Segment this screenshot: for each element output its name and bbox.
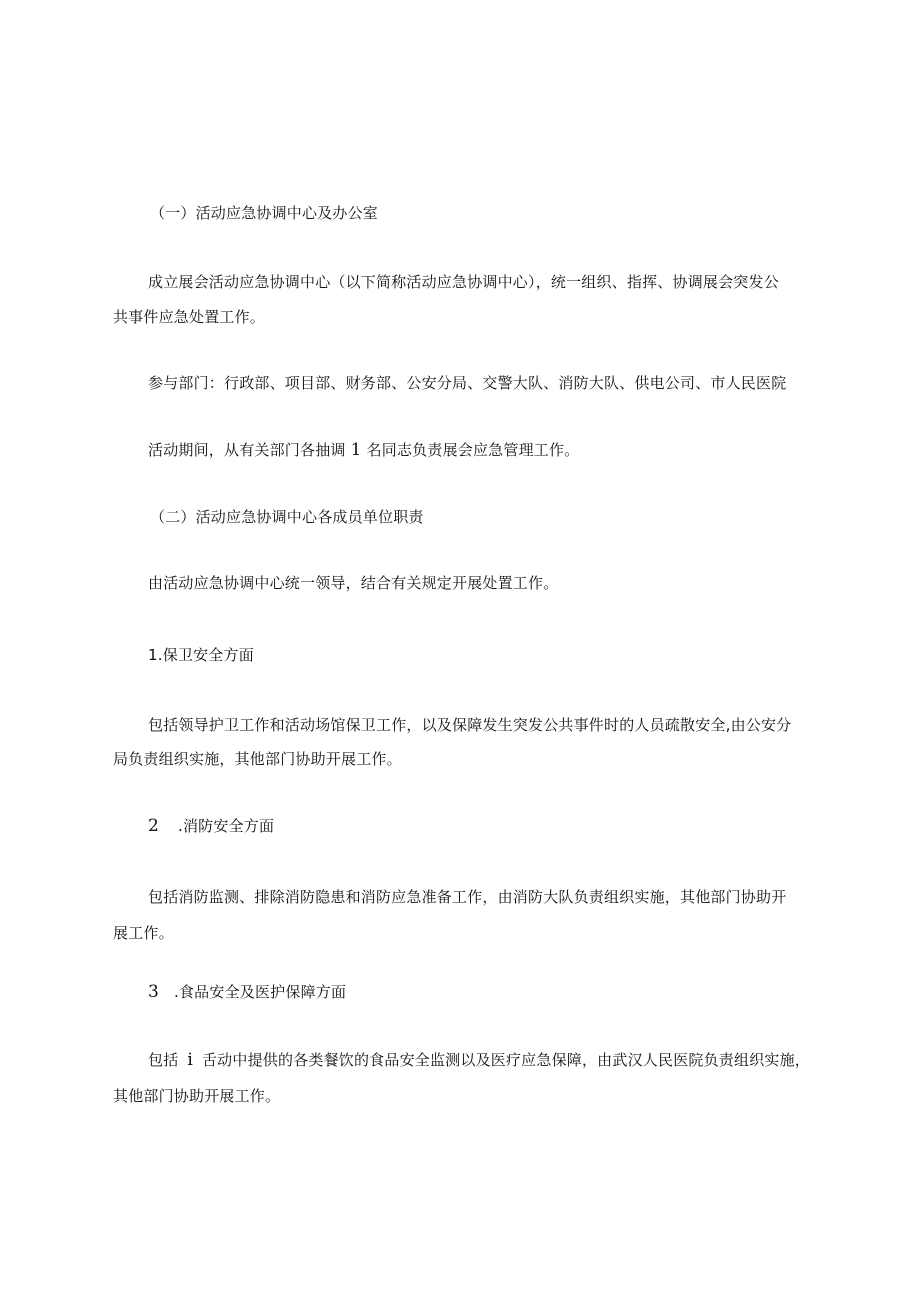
paragraph-5-line-2: 局负责组织实施，其他部门协助开展工作。 [113, 750, 402, 768]
paragraph-1-line-2: 共事件应急处置工作。 [113, 308, 266, 326]
paragraph-1-line-1: 成立展会活动应急协调中心（以下简称活动应急协调中心），统一组织、指挥、协调展会突发公 [148, 273, 779, 291]
subheading-1: 1.保卫安全方面 [148, 646, 254, 664]
paragraph-2: 参与部门：行政部、项目部、财务部、公安分局、交警大队、消防大队、供电公司、市人民医院 [148, 374, 787, 392]
paragraph-6-line-1: 包括消防监测、排除消防隐患和消防应急准备工作，由消防大队负责组织实施，其他部门协助开 [148, 888, 787, 906]
subheading-3-number: 3 [148, 982, 160, 1002]
subheading-2-number: 2 [148, 816, 160, 836]
paragraph-7-line-1-rest: 舌动中提供的各类餐饮的食品安全监测以及医疗应急保障，由武汉人民医院负责组织实施， [201, 1051, 810, 1069]
paragraph-3-prefix: 活动期间，从有关部门各抽调 [148, 441, 346, 459]
subheading-2 [148, 811, 274, 841]
paragraph-3 [148, 435, 579, 465]
paragraph-3-suffix: 名同志负责展会应急管理工作。 [366, 441, 580, 459]
paragraph-7-prefix: 包括 [148, 1051, 179, 1069]
paragraph-7-glyph: i [187, 1050, 194, 1070]
subheading-3 [148, 977, 346, 1007]
paragraph-7-line-1 [148, 1045, 810, 1075]
paragraph-6-line-2: 展工作。 [113, 924, 174, 942]
section-heading-2: （二）活动应急协调中心各成员单位职责 [150, 508, 424, 526]
section-heading-1: （一）活动应急协调中心及办公室 [150, 204, 379, 222]
paragraph-3-number: 1 [350, 440, 362, 460]
subheading-3-text: .食品安全及医护保障方面 [174, 983, 347, 1001]
paragraph-7-line-2: 其他部门协助开展工作。 [113, 1087, 281, 1105]
paragraph-5-line-1: 包括领导护卫工作和活动场馆保卫工作，以及保障发生突发公共事件时的人员疏散安全,由公安分 [148, 716, 792, 734]
subheading-2-text: .消防安全方面 [178, 817, 275, 835]
paragraph-4: 由活动应急协调中心统一领导，结合有关规定开展处置工作。 [148, 574, 559, 592]
